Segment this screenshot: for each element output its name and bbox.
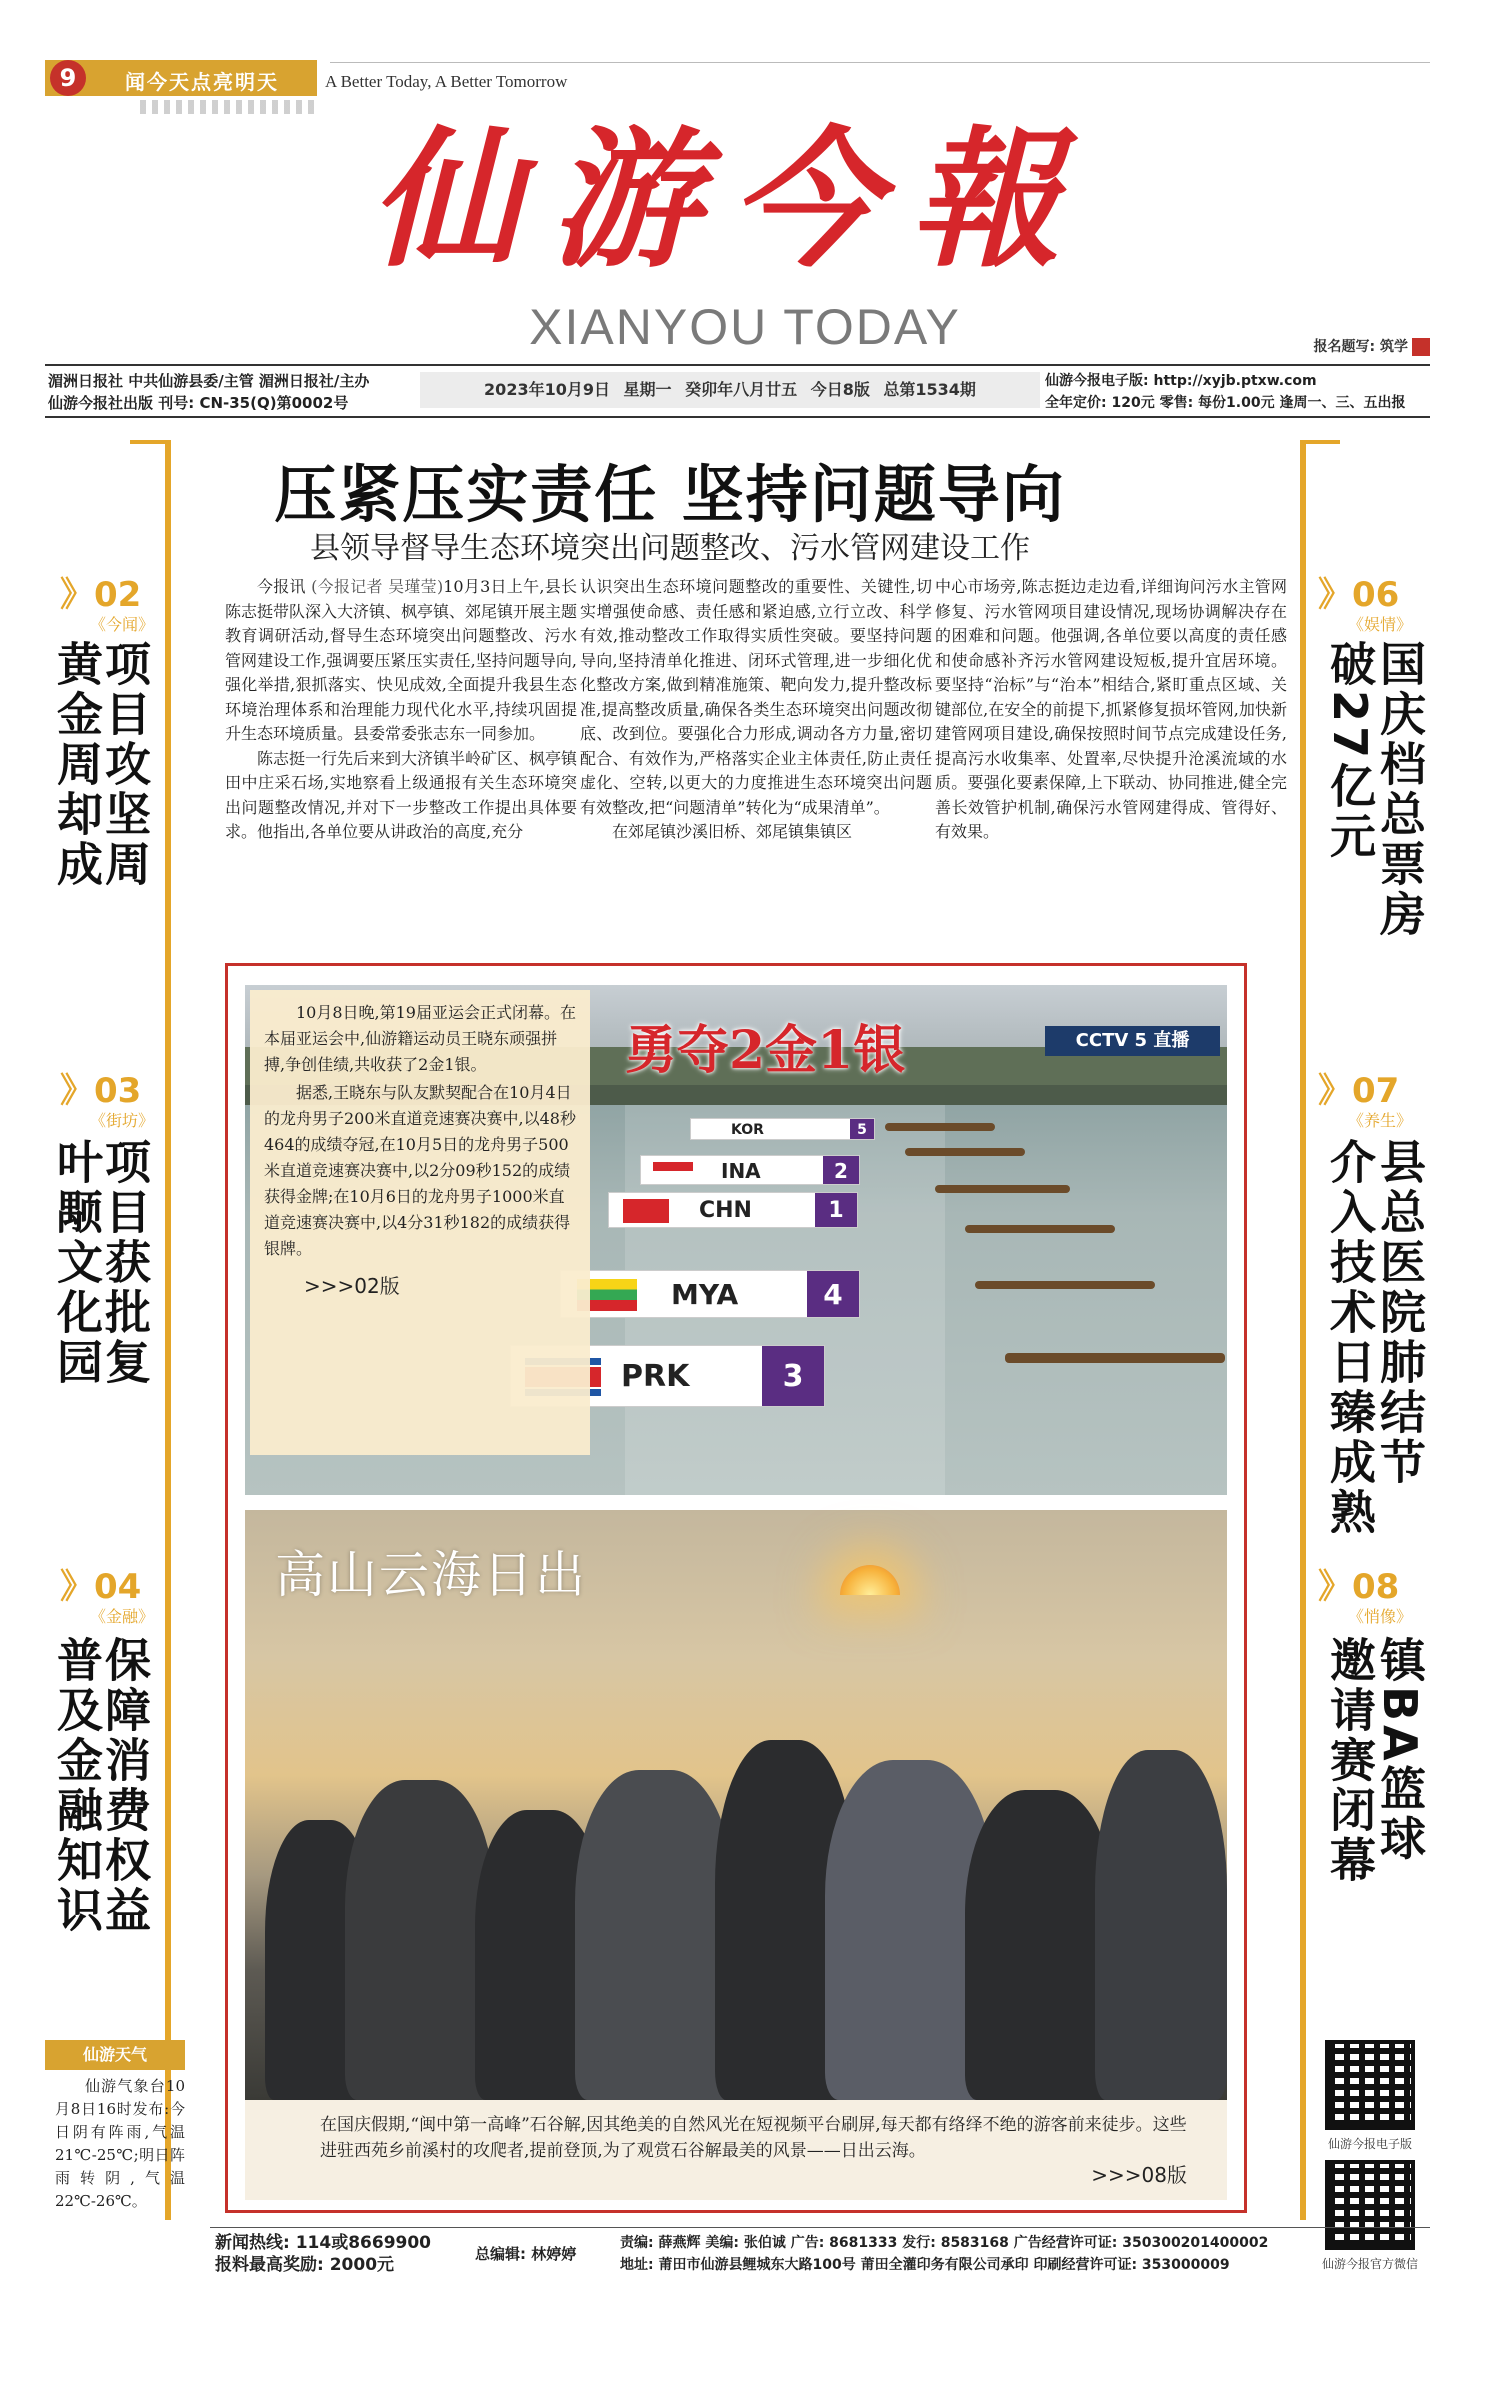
article-text: 10月3日上午,县长陈志挺带队深入大济镇、枫亭镇、郊尾镇开展主题教育调研活动,督导生态环境突出问题整改、污水管网建设工作,强调要压紧压实责任,坚持问题导向,强化举措,狠抓落实、快见成效,全面提升我县生态环境治理体系和治理能力现代化水平,持续巩固提升生态环境质量。县委常委张志东一同参加。 <box>225 577 578 743</box>
crowd-silhouette <box>345 1780 495 2100</box>
teaser-03[interactable] <box>60 1071 155 1131</box>
teaser-06-line1[interactable]: 国庆档总票房 <box>1373 640 1427 940</box>
info-rule-top <box>45 364 1430 366</box>
title-credit-text: 报名题写: 筑学 <box>1313 339 1408 355</box>
crowd-silhouette <box>965 1790 1115 2100</box>
lane-label-ina <box>640 1155 860 1185</box>
article-column-1 <box>225 575 577 845</box>
left-rule-cap <box>130 440 170 444</box>
slogan-english: A Better Today, A Better Tomorrow <box>325 72 568 91</box>
issue-date-bar: 2023年10月9日 星期一 癸卯年八月廿五 今日8版 总第1534期 <box>420 372 1040 408</box>
teaser-page-number: 07 <box>1352 1071 1400 1111</box>
article-byline: (今报记者 吴瑾莹) <box>311 577 444 596</box>
weather-forecast-text: 仙游气象台10月8日16时发布:今日阴有阵雨,气温21℃-25℃;明日阵雨转阴,气温22℃-26℃。 <box>55 2077 185 2210</box>
teaser-section: 《娱情》 <box>1348 615 1413 634</box>
credits-address <box>620 2232 1268 2276</box>
seal-icon <box>1412 338 1430 356</box>
braille-decoration <box>140 100 320 114</box>
teaser-07-line1[interactable]: 县总医院肺结节 <box>1373 1138 1427 1488</box>
lane-number: 4 <box>807 1271 859 1317</box>
epaper-url[interactable]: 仙游今报电子版: http://xyjb.ptxw.com <box>1045 373 1317 389</box>
lane-label-mya <box>560 1270 860 1318</box>
title-calligraphy-credit <box>1314 336 1430 356</box>
lane-country-code: CHN <box>699 1198 752 1223</box>
lane-country-code: PRK <box>621 1359 690 1394</box>
caption-text: 在国庆假期,“闽中第一高峰”石谷解,因其绝美的自然风光在短视频平台刷屏,每天都有络绎不绝的游客前来徒步。这些进驻西苑乡前溪村的攻爬者,提前登顶,为了观赏石谷解最美的风景——日出云海。 <box>320 2115 1187 2161</box>
photo1-caption <box>250 990 590 1455</box>
lane-country-code: KOR <box>731 1122 764 1138</box>
teaser-08[interactable] <box>1318 1567 1413 1627</box>
teaser-04[interactable] <box>60 1567 155 1627</box>
article-paragraph: 在郊尾镇沙溪旧桥、郊尾镇集镇区 <box>612 822 853 841</box>
teaser-page-number: 08 <box>1352 1567 1400 1607</box>
article-paragraph: 认识突出生态环境问题整改的重要性、关键性,切实增强使命感、责任感和紧迫感,立行立改、科学有效,推动整改工作取得实质性突破。要坚持问题导向,坚持清单化推进、闭环式管理,进一步细化优化整改方案,做到精准施策、靶向发力,提升整改标准,提高整改质量,确保各类生态环境突出问题改彻底、改到位。要强化合力形成,调动各方力量,密切配合、有效作为,严格落实企业主体责任,防止责任虚化、空转,以更大的力度推进生态环境突出问题有效整改,把“问题清单”转化为“成果清单”。 <box>580 577 932 817</box>
chevron-right-icon: 》 <box>60 1567 94 1607</box>
teaser-page-number: 03 <box>94 1071 142 1111</box>
weather-box-title: 仙游天气 <box>45 2040 185 2070</box>
china-flag-icon <box>623 1199 669 1223</box>
address-line: 地址: 莆田市仙游县鲤城东大路100号 莆田全灌印务有限公司承印 印刷经营许可证: 353000009 <box>620 2257 1230 2273</box>
chevron-right-icon: 》 <box>60 575 94 615</box>
newspaper-logo-icon: 9 <box>50 60 86 96</box>
lane-number: 3 <box>762 1346 824 1406</box>
registration-line: 仙游今报社出版 刊号: CN-35(Q)第0002号 <box>48 394 349 412</box>
price-line: 全年定价: 120元 零售: 每份1.00元 逢周一、三、五出报 <box>1045 395 1406 411</box>
chevron-right-icon: 》 <box>1318 1567 1352 1607</box>
lane-label-chn <box>608 1192 858 1228</box>
caption-paragraph: 据悉,王晓东与队友默契配合在10月4日的龙舟男子200米直道竞速赛决赛中,以48秒464的成绩夺冠,在10月5日的龙舟男子500米直道竞速赛决赛中,以2分09秒152的成绩获得金牌;在10月6日的龙舟男子1000米直道竞速赛决赛中,以4分31秒182的成绩获得银牌。 <box>264 1083 576 1258</box>
right-gold-rule <box>1300 440 1306 2220</box>
article-column-3 <box>935 575 1287 845</box>
teaser-page-number: 04 <box>94 1567 142 1607</box>
teaser-07-line2[interactable]: 介入技术日臻成熟 <box>1323 1138 1377 1538</box>
photo1-title: 勇夺2金1银 <box>625 1020 906 1081</box>
pricing-info <box>1045 370 1405 414</box>
teaser-03-line2[interactable]: 叶颙文化园 <box>50 1138 104 1388</box>
teaser-section: 《金融》 <box>90 1607 155 1626</box>
lane-number: 1 <box>815 1193 857 1227</box>
crowd-silhouette <box>1095 1750 1227 2100</box>
epaper-qr-code[interactable] <box>1325 2040 1415 2130</box>
teaser-section: 《养生》 <box>1348 1111 1413 1130</box>
indonesia-flag-icon <box>653 1162 693 1180</box>
article-paragraph: 陈志挺一行先后来到大济镇半岭矿区、枫亭镇田中庄采石场,实地察看上级通报有关生态环境突出问题整改情况,并对下一步整改工作提出具体要求。他指出,各单位要从讲政治的高度,充分 <box>225 748 578 841</box>
crowd-silhouette <box>575 1770 735 2100</box>
photo2-title: 高山云海日出 <box>275 1546 587 1604</box>
top-rule <box>330 62 1430 63</box>
teaser-03-line1[interactable]: 项目获批复 <box>98 1138 152 1388</box>
teaser-section: 《街坊》 <box>90 1111 155 1130</box>
continue-to-page-link[interactable]: >>>08版 <box>1091 2163 1187 2187</box>
lane-label-kor <box>690 1118 875 1140</box>
masthead-title: 仙游今報 <box>369 112 1090 288</box>
publisher-info <box>48 370 369 414</box>
wechat-qr-code[interactable] <box>1325 2160 1415 2250</box>
teaser-02-line2[interactable]: 黄金周却成 <box>50 640 104 890</box>
epaper-qr-label: 仙游今报电子版 <box>1327 2137 1412 2151</box>
teaser-04-line1[interactable]: 保障消费权益 <box>98 1636 152 1936</box>
photo2-caption <box>245 2100 1227 2200</box>
teaser-06-line2[interactable]: 破27亿元 <box>1323 640 1377 863</box>
lane-number: 5 <box>850 1119 874 1139</box>
teaser-page-number: 02 <box>94 575 142 615</box>
dragon-boat <box>975 1281 1155 1289</box>
teaser-page-number: 06 <box>1352 575 1400 615</box>
continue-to-page-link[interactable]: >>>02版 <box>304 1274 400 1298</box>
staff-credits: 责编: 薛燕辉 美编: 张伯诚 广告: 8681333 发行: 8583168 广告经营许可证: 350300201400002 <box>620 2235 1269 2251</box>
article-column-2 <box>580 575 932 845</box>
news-hotline <box>215 2232 431 2276</box>
info-rule-bottom <box>45 416 1430 418</box>
publisher-line: 湄洲日报社 中共仙游县委/主管 湄洲日报社/主办 <box>48 372 370 390</box>
dragon-boat <box>965 1225 1115 1233</box>
right-rule-cap <box>1300 440 1340 444</box>
lead-headline[interactable]: 压紧压实责任 坚持问题导向 <box>274 458 1066 531</box>
article-paragraph: 中心市场旁,陈志挺边走边看,详细询问污水主管网修复、污水管网项目建设情况,现场协调解决存在的困难和问题。他强调,各单位要以高度的责任感和使命感补齐污水管网建设短板,提升宜居环境。要坚持“治标”与“治本”相结合,紧盯重点区域、关键部位,在安全的前提下,抓紧修复损坏管网,加快新建管网项目建设,确保按照时间节点完成建设任务,提高污水收集率、处置率,尽快提升沧溪流域的水质。要强化要素保障,上下联动、协同推进,健全完善长效管护机制,确保污水管网建得成、管得好、有效果。 <box>935 577 1287 841</box>
teaser-04-line2[interactable]: 普及金融知识 <box>50 1636 104 1936</box>
teaser-07[interactable] <box>1318 1071 1413 1131</box>
chief-editor: 总编辑: 林婷婷 <box>475 2245 577 2263</box>
caption-paragraph: 10月8日晚,第19届亚运会正式闭幕。在本届亚运会中,仙游籍运动员王晓东顽强拼搏,争创佳绩,共收获了2金1银。 <box>264 1003 576 1074</box>
chevron-right-icon: 》 <box>60 1071 94 1111</box>
lane-number: 2 <box>823 1156 859 1184</box>
left-gold-rule <box>165 440 171 2220</box>
lane-country-code: MYA <box>671 1278 739 1311</box>
teaser-02[interactable] <box>60 575 155 635</box>
teaser-08-line1[interactable]: 镇BA篮球 <box>1373 1636 1427 1865</box>
wechat-qr-label: 仙游今报官方微信 <box>1321 2257 1418 2271</box>
dragon-boat <box>885 1123 995 1131</box>
chevron-right-icon: 》 <box>1318 1071 1352 1111</box>
slogan-chinese: 闻今天点亮明天 <box>125 70 279 94</box>
teaser-section: 《今闻》 <box>90 615 155 634</box>
teaser-section: 《悄像》 <box>1348 1607 1413 1626</box>
teaser-02-line1[interactable]: 项目攻坚周 <box>98 640 152 890</box>
hotline-text: 新闻热线: 114或8669900 <box>215 2233 432 2253</box>
masthead-english-title: XIANYOU TODAY <box>529 299 961 355</box>
article-dateline: 今报讯 <box>257 577 312 596</box>
teaser-06[interactable] <box>1318 575 1413 635</box>
broadcast-logo: CCTV 5 直播 <box>1045 1026 1220 1056</box>
lane-country-code: INA <box>721 1159 761 1183</box>
dragon-boat <box>935 1185 1070 1193</box>
lead-subheadline: 县领导督导生态环境突出问题整改、污水管网建设工作 <box>310 531 1030 566</box>
reward-text: 报料最高奖励: 2000元 <box>215 2255 395 2275</box>
teaser-08-line2[interactable]: 邀请赛闭幕 <box>1323 1636 1377 1886</box>
dragon-boat <box>1005 1353 1225 1363</box>
article-paragraph <box>225 575 577 747</box>
dragon-boat <box>905 1148 1025 1156</box>
chevron-right-icon: 》 <box>1318 575 1352 615</box>
footer-rule <box>210 2227 1430 2228</box>
